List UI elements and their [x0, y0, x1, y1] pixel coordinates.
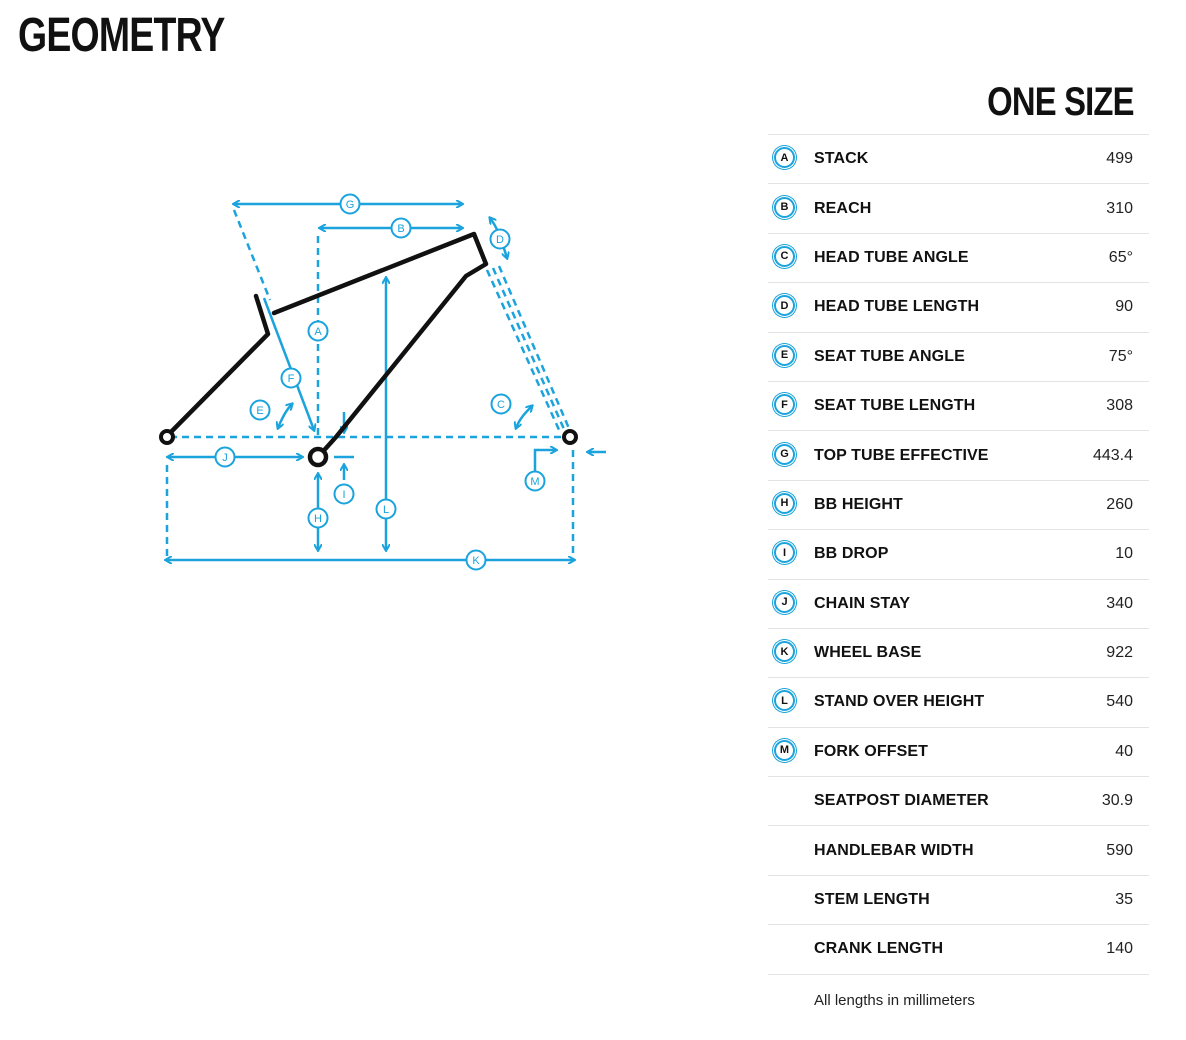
diagram-badge-label: A: [314, 326, 322, 338]
diagram-badge-d: [491, 230, 510, 249]
dim-f: [264, 298, 314, 430]
row-label: STEM LENGTH: [814, 891, 930, 909]
table-row: [768, 826, 1149, 875]
row-badge: J: [774, 592, 795, 613]
diagram-badge-a: [309, 322, 328, 341]
row-label: TOP TUBE EFFECTIVE: [814, 446, 989, 464]
row-label: WHEEL BASE: [814, 644, 922, 662]
bike-frame: [168, 234, 486, 457]
row-value: 922: [1106, 644, 1133, 662]
row-value: 540: [1106, 693, 1133, 711]
table-row: [768, 777, 1149, 826]
table-row: [768, 283, 1149, 332]
table-row: [768, 728, 1149, 777]
top-tube-projection-g: [234, 210, 270, 300]
page-title: GEOMETRY: [18, 9, 225, 62]
row-value: 308: [1106, 397, 1133, 415]
diagram-badge-g: [341, 195, 360, 214]
table-row: [768, 678, 1149, 727]
row-value: 310: [1106, 199, 1133, 217]
diagram-badge-label: J: [222, 452, 228, 464]
row-badge: G: [774, 444, 795, 465]
table-row: [768, 530, 1149, 579]
row-label: HANDLEBAR WIDTH: [814, 841, 974, 859]
units-footnote: All lengths in millimeters: [814, 992, 975, 1009]
row-badge: H: [774, 493, 795, 514]
row-label: HEAD TUBE ANGLE: [814, 248, 969, 266]
row-label: BB HEIGHT: [814, 495, 903, 513]
row-badge: I: [774, 542, 795, 563]
table-row: [768, 431, 1149, 480]
dim-c-angle: [516, 406, 532, 428]
row-value: 260: [1106, 495, 1133, 513]
top-tube-and-head-tube: [274, 234, 486, 457]
steerer-line-3: [499, 266, 574, 440]
row-badge: C: [774, 246, 795, 267]
row-badge: F: [774, 394, 795, 415]
table-row: [768, 481, 1149, 530]
diagram-badge-label: F: [287, 373, 295, 385]
row-label: STACK: [814, 150, 869, 168]
diagram-badge-k: [467, 551, 486, 570]
row-badge: K: [774, 641, 795, 662]
row-value: 590: [1106, 841, 1133, 859]
row-badge: A: [774, 147, 795, 168]
diagram-badge-label: H: [314, 513, 322, 525]
diagram-badge-label: I: [342, 489, 346, 501]
diagram-badge-label: M: [530, 476, 540, 488]
rear-axle: [161, 431, 173, 443]
table-row: [768, 580, 1149, 629]
row-value: 40: [1115, 742, 1133, 760]
diagram-badge-m: [526, 472, 545, 491]
row-badge: B: [774, 197, 795, 218]
diagram-badge-j: [216, 448, 235, 467]
row-value: 443.4: [1092, 446, 1133, 464]
diagram-badge-i: [335, 485, 354, 504]
table-row: [768, 629, 1149, 678]
row-label: SEAT TUBE LENGTH: [814, 397, 976, 415]
diagram-badge-label: G: [345, 199, 355, 211]
row-badge: M: [774, 740, 795, 761]
row-label: CHAIN STAY: [814, 594, 911, 612]
table-row: [768, 925, 1149, 974]
row-label: SEATPOST DIAMETER: [814, 792, 989, 810]
row-value: 65°: [1108, 248, 1133, 266]
bottom-bracket: [310, 449, 326, 465]
frame-geometry-diagram: [140, 180, 620, 580]
table-row: [768, 876, 1149, 925]
front-axle: [564, 431, 576, 443]
row-label: CRANK LENGTH: [814, 940, 944, 958]
dim-e-angle: [278, 404, 292, 428]
diagram-badge-f: [282, 369, 301, 388]
row-label: REACH: [814, 199, 872, 217]
size-heading: ONE SIZE: [987, 80, 1134, 124]
diagram-badge-b: [392, 219, 411, 238]
row-badge: L: [774, 690, 795, 711]
row-badge: E: [774, 345, 795, 366]
table-row: [768, 234, 1149, 283]
diagram-badge-label: K: [472, 555, 480, 567]
dim-m: [535, 450, 556, 472]
table-row: [768, 333, 1149, 382]
dimension-lines: [167, 210, 574, 560]
diagram-badge-l: [377, 500, 396, 519]
row-value: 340: [1106, 594, 1133, 612]
row-value: 499: [1106, 150, 1133, 168]
diagram-badge-c: [492, 395, 511, 414]
table-row: [768, 382, 1149, 431]
row-label: STAND OVER HEIGHT: [814, 693, 985, 711]
diagram-badge-e: [251, 401, 270, 420]
row-label: BB DROP: [814, 545, 889, 563]
row-value: 75°: [1108, 347, 1133, 365]
row-value: 30.9: [1101, 792, 1133, 810]
row-label: FORK OFFSET: [814, 742, 928, 760]
row-badge: D: [774, 295, 795, 316]
row-value: 10: [1115, 545, 1133, 563]
row-value: 90: [1115, 298, 1133, 316]
row-label: SEAT TUBE ANGLE: [814, 347, 965, 365]
row-value: 35: [1115, 891, 1133, 909]
diagram-badge-label: D: [496, 234, 504, 246]
diagram-badge-label: C: [497, 399, 505, 411]
table-row: [768, 135, 1149, 184]
row-value: 140: [1106, 940, 1133, 958]
diagram-badge-h: [309, 509, 328, 528]
diagram-badge-label: B: [397, 223, 405, 235]
table-row: [768, 184, 1149, 233]
diagram-badge-label: E: [256, 405, 264, 417]
diagram-badge-label: L: [382, 504, 390, 516]
row-label: HEAD TUBE LENGTH: [814, 298, 980, 316]
geometry-table: [768, 134, 1149, 975]
